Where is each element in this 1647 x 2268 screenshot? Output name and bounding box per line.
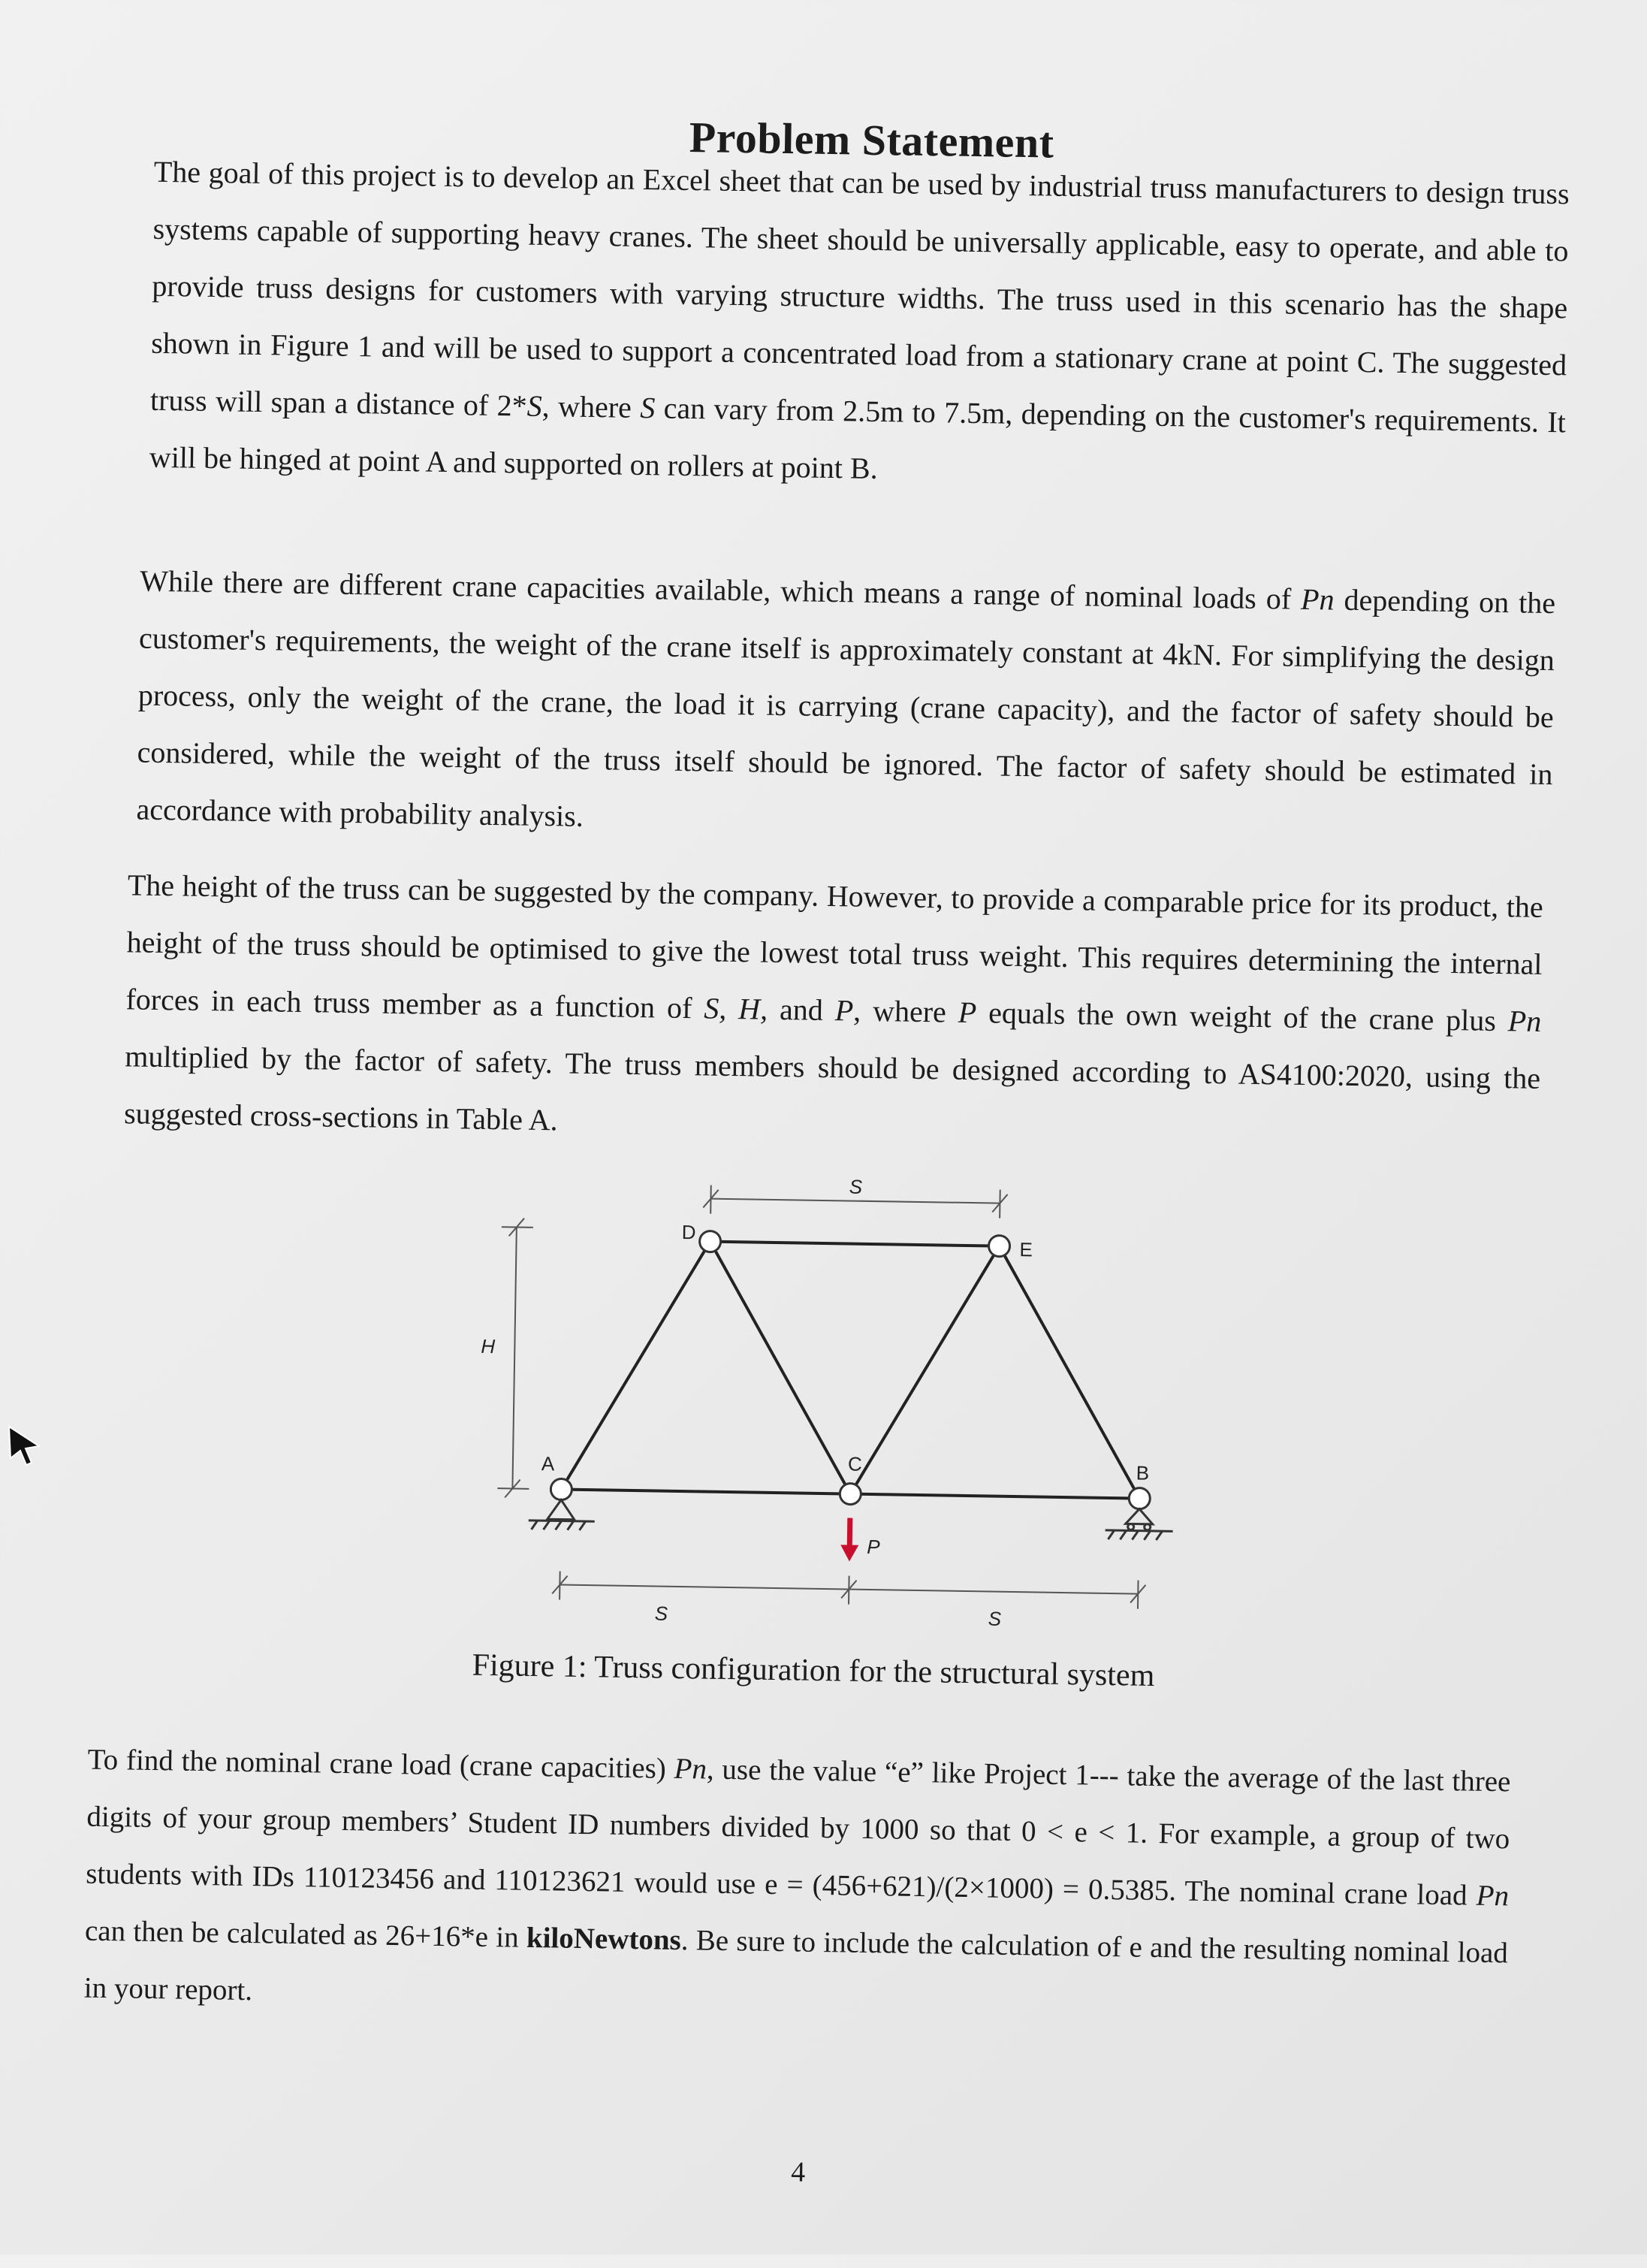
paragraph-loads: While there are different crane capacities available, which means a range of nominal loads of Pn depending on the customer's requirements, the weight of the crane itself is approximately constant at 4kN. For simplifying the design process, only the weight of the crane, the load it is carrying (crane capacity), and the factor of safety should be considered, while the weight of the truss itself should be ignored. The factor of safety should be estimated in accordance with probability analysis. bbox=[136, 563, 1556, 833]
label-S-top: S bbox=[849, 1175, 863, 1198]
member-AD bbox=[561, 1240, 710, 1492]
joint-A bbox=[551, 1478, 572, 1499]
label-A: A bbox=[541, 1452, 555, 1475]
member-CE bbox=[847, 1244, 999, 1496]
load-arrow-P bbox=[840, 1518, 859, 1561]
dimension-line-H bbox=[512, 1228, 516, 1489]
label-H: H bbox=[481, 1334, 496, 1358]
label-S-left: S bbox=[654, 1602, 668, 1625]
label-B: B bbox=[1136, 1461, 1150, 1484]
mouse-cursor-icon bbox=[6, 1424, 44, 1469]
page-number: 4 bbox=[790, 2156, 806, 2188]
label-E: E bbox=[1019, 1238, 1033, 1261]
page-title: Problem Statement bbox=[689, 112, 1055, 168]
member-AC bbox=[561, 1490, 850, 1494]
figure-caption: Figure 1: Truss configuration for the structural system bbox=[472, 1647, 1155, 1693]
member-CB bbox=[850, 1494, 1139, 1499]
label-S-right: S bbox=[988, 1607, 1002, 1630]
member-DC bbox=[706, 1242, 854, 1494]
pin-support-A bbox=[529, 1499, 596, 1530]
label-D: D bbox=[681, 1220, 696, 1244]
paragraph-intro: The goal of this project is to develop an Excel sheet that can be used by industrial truss manufacturers to design truss systems capable of supporting heavy cranes. The sheet should be universally applicable, easy to operate, and able to provide truss designs for customers with varying structure widths. The truss used in this scenario has the shape shown in Figure 1 and will be used to support a concentrated load from a stationary crane at point C. The suggested truss will span a distance of 2*S, where S can vary from 2.5m to 7.5m, depending on the customer's requirements. It will be hinged at point A and supported on rollers at point B. bbox=[149, 154, 1570, 485]
joint-B bbox=[1129, 1487, 1150, 1508]
member-EB bbox=[995, 1246, 1143, 1499]
paragraph-height: The height of the truss can be suggested by the company. However, to provide a comparable price for its product, the height of the truss should be optimised to give the lowest total truss weight. This requires determining the internal forces in each truss member as a function of S, H, and P, where P equals the own weight of the crane plus Pn multiplied by the factor of safety. The truss members should be designed according to AS4100:2020, using the suggested cross-sections in Table A. bbox=[123, 868, 1544, 1137]
paragraph-nominal-load: To find the nominal crane load (crane capacities) Pn, use the value “e” like Project 1--- take the average of the last three digits of your group members’ Student ID numbers divided by 1000 so that 0 < e < 1. For example, a group of two students with IDs 110123456 and 110123621 would use e = (456+621)/(2×1000) = 0.5385. The nominal crane load Pn can then be calculated as 26+16*e in kiloNewtons. Be sure to include the calculation of e and the resulting nominal load in your report. bbox=[83, 1743, 1511, 2007]
joint-C bbox=[840, 1483, 861, 1504]
roller-support-B bbox=[1105, 1508, 1173, 1540]
dimension-line-S-top bbox=[710, 1199, 1000, 1203]
joint-E bbox=[988, 1235, 1009, 1256]
label-C: C bbox=[847, 1452, 862, 1475]
joint-D bbox=[699, 1231, 720, 1252]
label-P: P bbox=[866, 1535, 880, 1559]
member-DE bbox=[710, 1242, 1000, 1246]
